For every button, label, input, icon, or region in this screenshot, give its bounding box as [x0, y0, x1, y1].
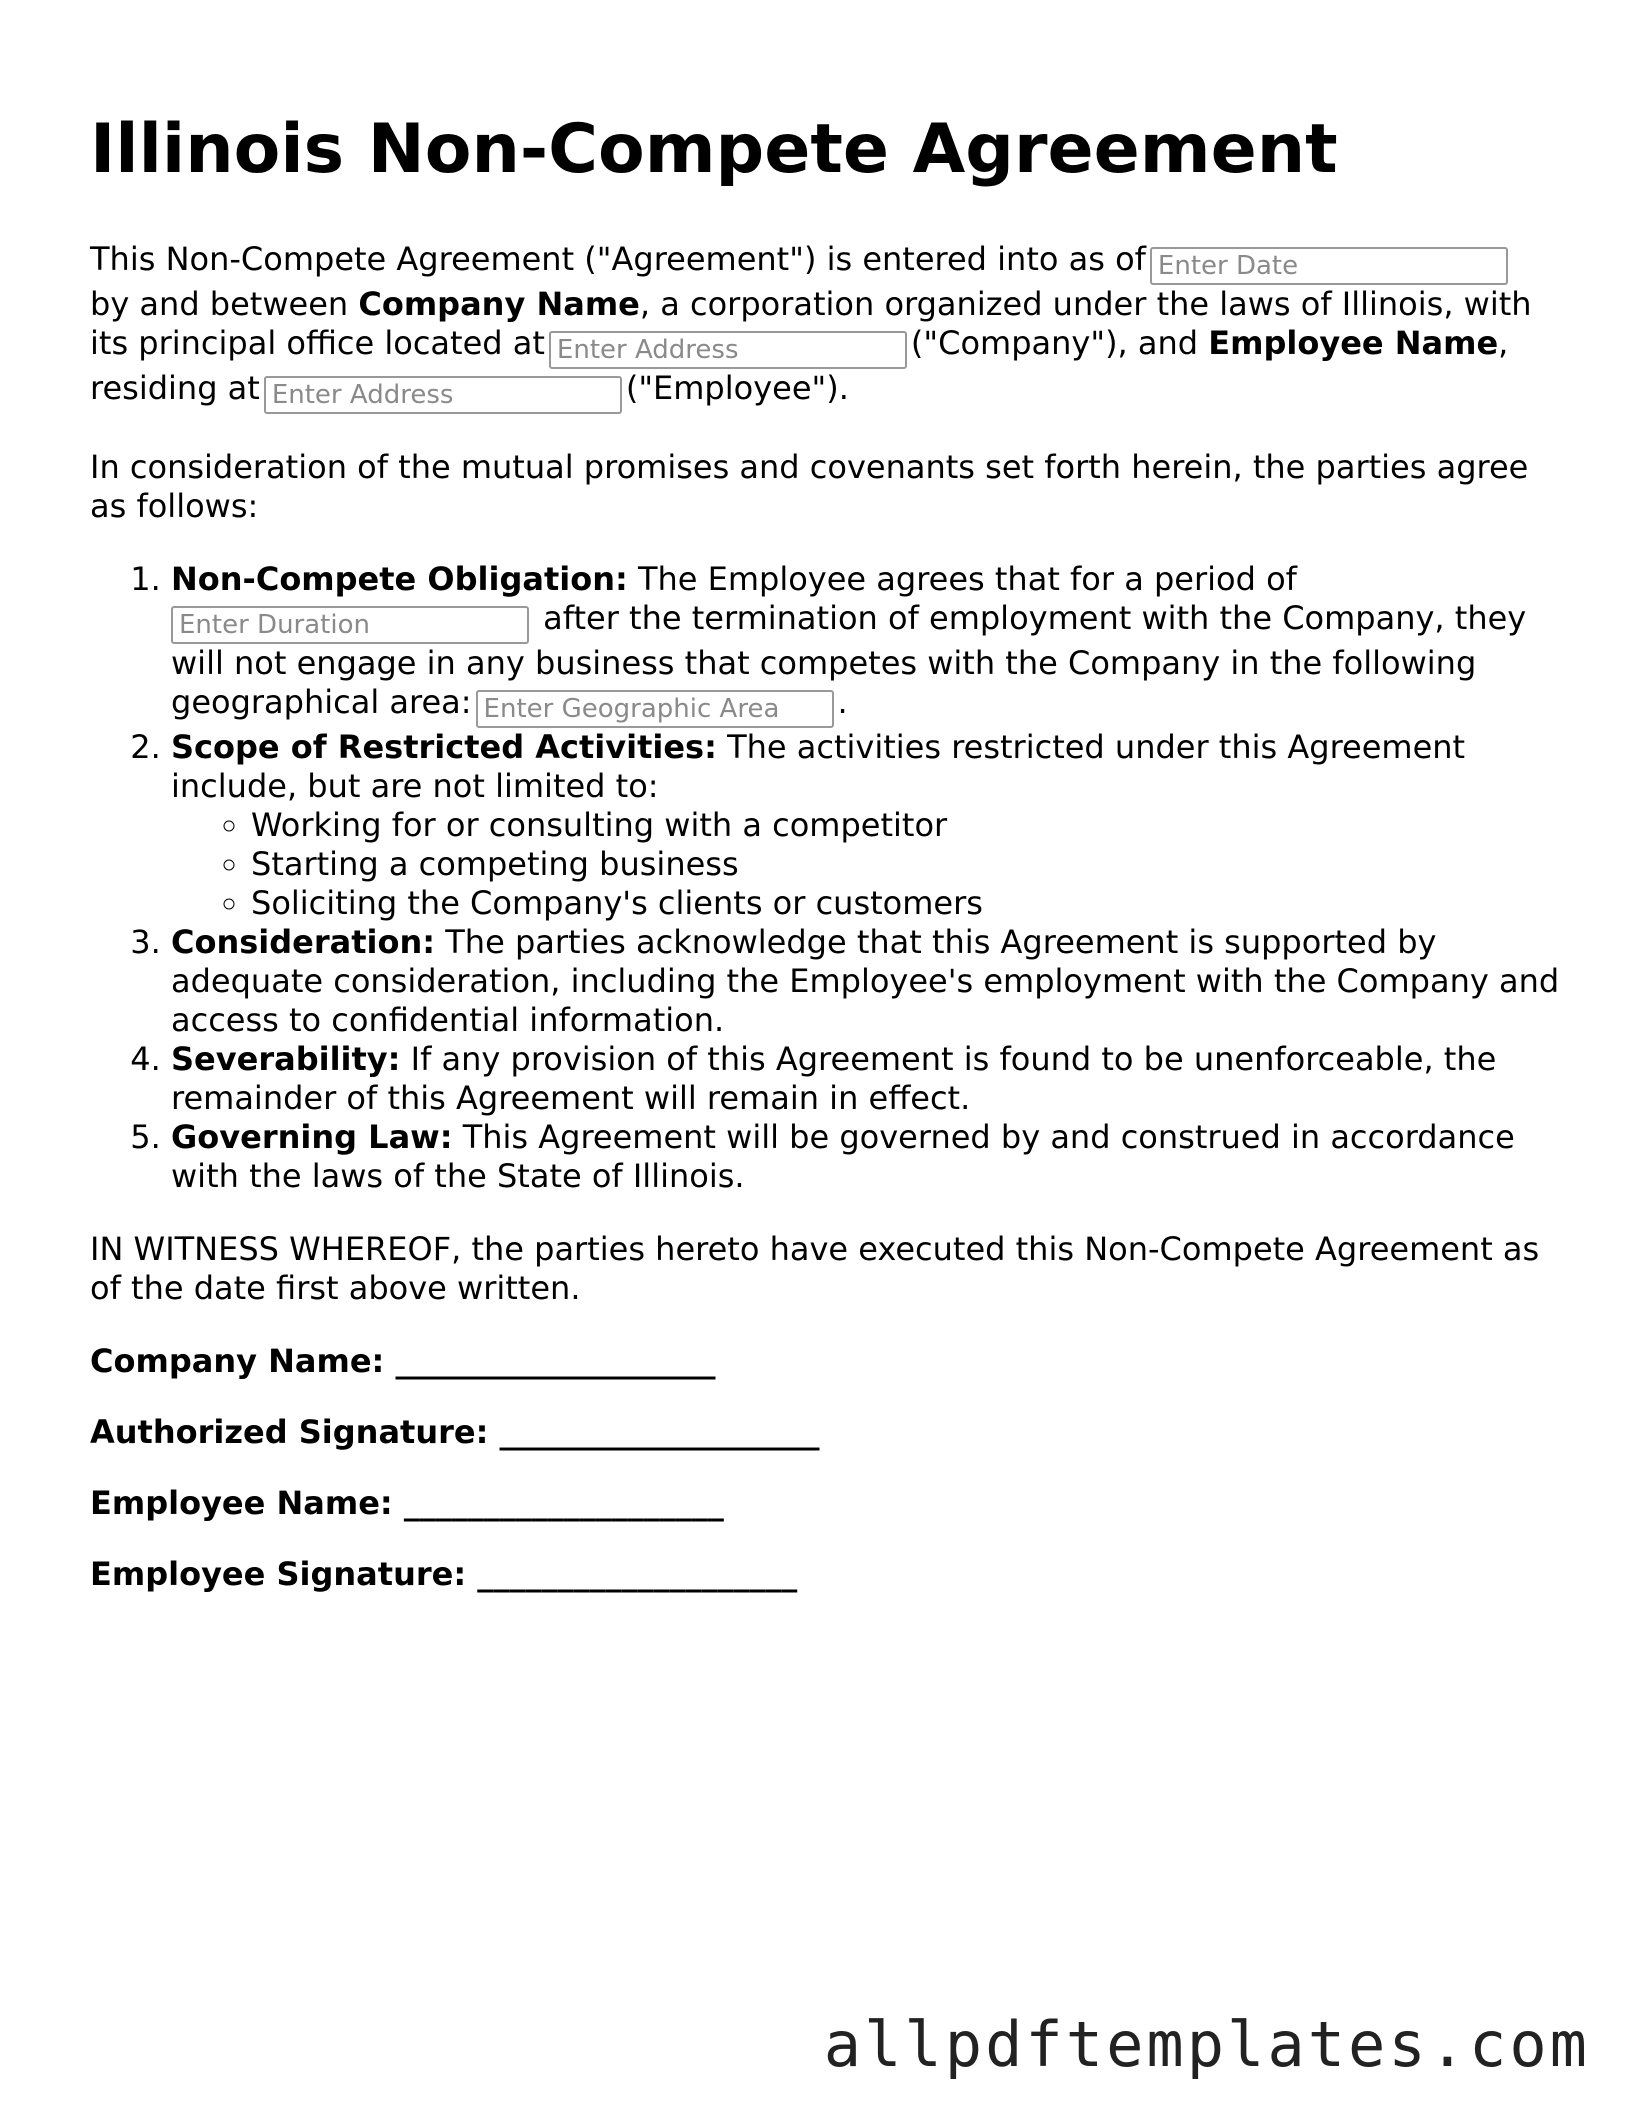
clause-consideration: [171, 923, 1560, 1040]
intro-text-5: , residing at: [90, 324, 1509, 407]
clause-text: The parties acknowledge that this Agreement is supported by adequate consideration, including the Employee's employment with the Company and access to confidential information.: [171, 923, 1560, 1039]
intro-text-1: This Non-Compete Agreement ("Agreement") is entered into as of: [90, 240, 1146, 278]
clause-heading: Scope of Restricted Activities:: [171, 728, 717, 766]
clause-text: The Employee agrees that for a period of: [637, 560, 1297, 598]
document: [90, 110, 1560, 1626]
signature-authorized: [90, 1413, 1560, 1452]
clause-scope: [171, 728, 1560, 923]
signature-employee: [90, 1555, 1560, 1594]
restricted-activities-list: [171, 806, 1560, 923]
intro-paragraph: [90, 240, 1560, 414]
clause-non-compete: [171, 560, 1560, 728]
clause-heading: Severability:: [171, 1040, 401, 1078]
clause-text: If any provision of this Agreement is found to be unenforceable, the remainder of this Agreement will remain in effect.: [171, 1040, 1497, 1117]
geographic-area-input[interactable]: [476, 690, 834, 728]
clause-list: [90, 560, 1560, 1196]
list-item: ◦ Soliciting the Company's clients or customers: [251, 884, 1560, 923]
clause-text: .: [837, 683, 848, 721]
list-item: ◦ Working for or consulting with a competitor: [251, 806, 1560, 845]
signature-line: ____________________: [395, 1342, 716, 1380]
company-address-input[interactable]: [549, 331, 907, 369]
clause-heading: Governing Law:: [171, 1118, 453, 1156]
list-item: ◦ Starting a competing business: [251, 845, 1560, 884]
signature-line: ____________________: [477, 1555, 798, 1593]
signature-label: Employee Name:: [90, 1484, 393, 1522]
signature-line: ____________________: [499, 1413, 820, 1451]
duration-input[interactable]: [171, 606, 529, 644]
signature-employee-name: [90, 1484, 1560, 1523]
intro-text-2: by and between: [90, 285, 349, 323]
employee-name-label: Employee Name: [1208, 324, 1499, 362]
signature-label: Employee Signature:: [90, 1555, 467, 1593]
clause-heading: Consideration:: [171, 923, 436, 961]
clause-text: This Agreement will be governed by and construed in accordance with the laws of the State of Illinois.: [171, 1118, 1515, 1195]
intro-text-3: , a corporation organized under the laws of Illinois, with its principal office located at: [90, 285, 1532, 362]
intro-text-6: ("Employee").: [625, 369, 849, 407]
clause-governing-law: [171, 1118, 1560, 1196]
witness-statement: IN WITNESS WHEREOF, the parties hereto have executed this Non-Compete Agreement as of the date first above written.: [90, 1230, 1540, 1307]
signature-label: Authorized Signature:: [90, 1413, 489, 1451]
agreement-date-input[interactable]: [1150, 247, 1508, 285]
clause-text: The activities restricted under this Agreement include, but are not limited to:: [171, 728, 1466, 805]
clause-severability: [171, 1040, 1560, 1118]
document-title: Illinois Non-Compete Agreement: [90, 110, 1338, 189]
intro-text-4: ("Company"), and: [910, 324, 1199, 362]
employee-address-input[interactable]: [264, 376, 622, 414]
watermark: allpdftemplates.com: [823, 2008, 1590, 2081]
signature-line: ____________________: [403, 1484, 724, 1522]
company-name-label: Company Name: [358, 285, 640, 323]
clause-text: after the termination of employment with the Company, they will not engage in any business that competes with the Company in the following geographical area:: [171, 599, 1527, 721]
consideration-intro: In consideration of the mutual promises and covenants set forth herein, the parties agree as follows:: [90, 448, 1529, 525]
clause-heading: Non-Compete Obligation:: [171, 560, 628, 598]
signature-label: Company Name:: [90, 1342, 385, 1380]
signature-company-name: [90, 1342, 1560, 1381]
